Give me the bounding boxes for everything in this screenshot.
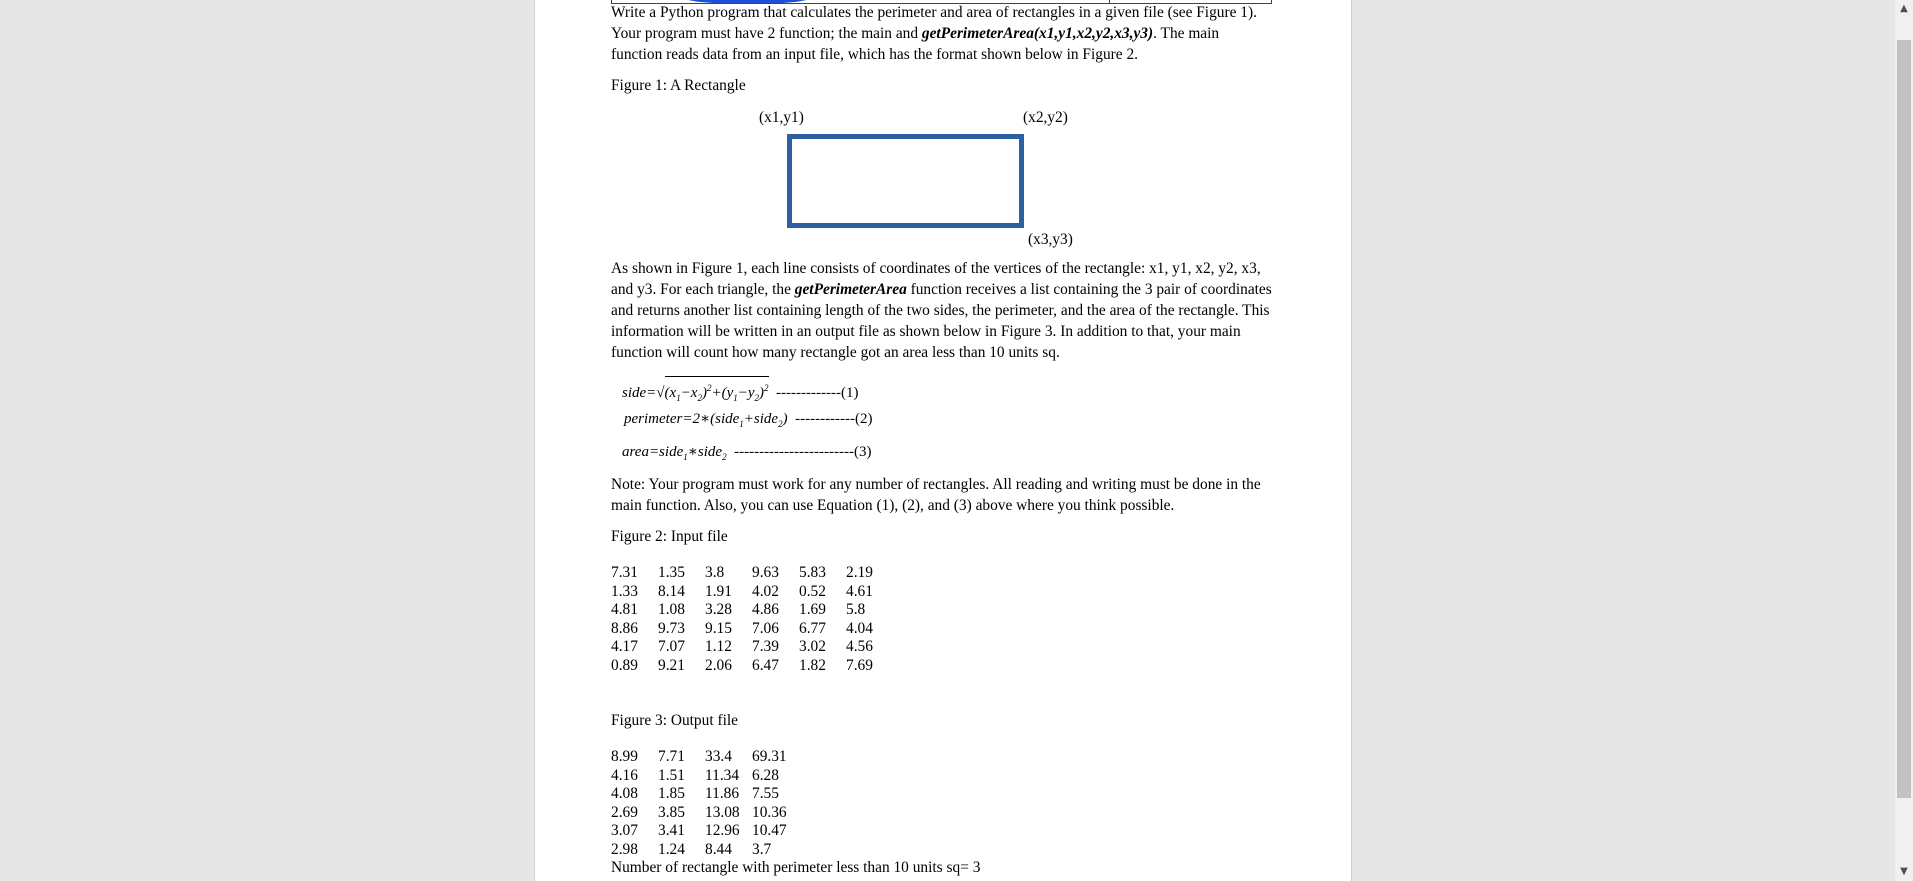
table-cell: 0.52 (799, 582, 826, 600)
table-cell: 4.61 (846, 582, 873, 600)
table-cell: 4.08 (611, 785, 638, 802)
equation-side: $side=√(x_1-x_2)^2+(y_1-y_2)^2$ -------------(1) (622, 376, 858, 409)
function-signature: getPerimeterArea(x1,y1,x2,y2,x3,y3) (921, 25, 1154, 42)
document-page (534, 0, 1352, 881)
figure2-caption: Figure 2: Input file (611, 528, 728, 545)
table-cell: 2.19 (846, 564, 873, 581)
table-cell: 7.71 (658, 748, 685, 765)
table-row (611, 804, 799, 823)
table-row (611, 620, 893, 639)
table-cell: 7.31 (611, 564, 638, 581)
figure3-caption: Figure 3: Output file (611, 712, 738, 729)
table-cell: 1.12 (705, 638, 732, 655)
table-cell: 7.55 (752, 785, 779, 802)
equation2-number: ------------(2) (795, 411, 873, 427)
table-cell: 6.77 (799, 619, 826, 637)
table-cell: 9.15 (705, 619, 732, 637)
table-cell: 11.34 (705, 766, 740, 784)
table-row (611, 638, 893, 657)
table-row (611, 601, 893, 620)
scroll-thumb[interactable] (1897, 40, 1911, 798)
table-row (611, 767, 799, 786)
table-cell: 1.91 (705, 582, 732, 600)
table-cell: 4.02 (752, 582, 779, 600)
table-cell: 2.98 (611, 840, 638, 858)
scroll-up-arrow-icon[interactable]: ▲ (1900, 3, 1908, 14)
table-cell: 1.24 (658, 840, 685, 858)
vertex-label-x1y1: (x1,y1) (759, 109, 804, 126)
table-cell: 8.86 (611, 619, 638, 637)
table-cell: 10.47 (752, 822, 787, 839)
table-cell: 33.4 (705, 748, 732, 765)
table-cell: 1.51 (658, 766, 685, 784)
figure1-caption: Figure 1: A Rectangle (611, 77, 746, 94)
equation-area: area=side$_1$∗side$_2$ ------------------------(3) (622, 444, 872, 462)
vertical-scrollbar[interactable] (1895, 0, 1913, 881)
output-file-table (611, 748, 799, 859)
table-cell: 3.28 (705, 601, 732, 618)
table-cell: 9.63 (752, 564, 779, 581)
table-cell: 2.69 (611, 803, 638, 821)
table-cell: 4.04 (846, 619, 873, 637)
table-cell: 8.14 (658, 582, 685, 600)
table-cell: 3.7 (752, 840, 772, 858)
intro-paragraph: Write a Python program that calculates the perimeter and area of rectangles in a given file (see Figure 1). Your program must have 2 function; the main and getPerimeterArea(x1,y1,x2,y2,x3,y3). The main function reads data from an input file, which has the format shown below in Figure 2. (611, 4, 1257, 63)
equation-perimeter: perimeter=2∗(side$_1$+side$_2$) ------------(2) (624, 411, 873, 429)
summary-line: Number of rectangle with perimeter less than 10 units sq= 3 (611, 859, 981, 876)
table-cell: 7.06 (752, 619, 779, 637)
table-cell: 7.07 (658, 638, 685, 655)
table-cell: 1.85 (658, 785, 685, 802)
table-cell: 1.69 (799, 601, 826, 618)
table-cell: 69.31 (752, 748, 787, 765)
table-cell: 8.44 (705, 840, 732, 858)
table-row (611, 748, 799, 767)
vertex-label-x3y3: (x3,y3) (1028, 231, 1073, 248)
table-cell: 3.41 (658, 822, 685, 839)
note-paragraph: Note: Your program must work for any number of rectangles. All reading and writing must be done in the main function. Also, you can use Equation (1), (2), and (3) above where you think possible. (611, 476, 1261, 514)
table-cell: 3.85 (658, 803, 685, 821)
table-cell: 6.47 (752, 656, 779, 674)
table-cell: 5.8 (846, 601, 866, 618)
table-cell: 13.08 (705, 803, 740, 821)
table-cell: 1.35 (658, 564, 685, 581)
equation3-number: ------------------------(3) (734, 444, 872, 460)
table-cell: 7.69 (846, 656, 873, 674)
table-cell: 2.06 (705, 656, 732, 674)
table-cell: 6.28 (752, 766, 779, 784)
rectangle-figure (787, 134, 1024, 228)
input-file-table (611, 564, 893, 675)
table-cell: 9.73 (658, 619, 685, 637)
table-row (611, 785, 799, 804)
table-cell: 3.8 (705, 564, 725, 581)
table-cell: 4.56 (846, 638, 873, 655)
table-cell: 12.96 (705, 822, 740, 839)
vertex-label-x2y2: (x2,y2) (1023, 109, 1068, 126)
table-cell: 4.17 (611, 638, 638, 655)
table-row (611, 583, 893, 602)
table-row (611, 564, 893, 583)
function-name: getPerimeterArea (794, 281, 907, 298)
table-cell: 4.86 (752, 601, 779, 618)
table-cell: 10.36 (752, 803, 787, 821)
table-cell: 4.16 (611, 766, 638, 784)
table-row (611, 822, 799, 841)
table-cell: 3.02 (799, 638, 826, 655)
table-cell: 9.21 (658, 656, 685, 674)
table-cell: 0.89 (611, 656, 638, 674)
table-cell: 1.08 (658, 601, 685, 618)
table-cell: 7.39 (752, 638, 779, 655)
table-row (611, 657, 893, 676)
description-paragraph: As shown in Figure 1, each line consists of coordinates of the vertices of the rectangle: x1, y1, x2, y2, x3, and y3. For each triangle, the getPerimeterArea function receives a list containing the 3 pair of coordinates and returns another list containing length of the two sides, the perimeter, and the area of the rectangle. This information will be written in an output file as shown below in Figure 3. In addition to that, your main function will count how many rectangle got an area less than 10 units sq. (611, 260, 1272, 361)
table-cell: 3.07 (611, 822, 638, 839)
equation1-number: -------------(1) (776, 385, 859, 401)
table-cell: 11.86 (705, 785, 740, 802)
table-cell: 1.33 (611, 582, 638, 600)
table-cell: 4.81 (611, 601, 638, 618)
table-cell: 5.83 (799, 564, 826, 581)
scroll-down-arrow-icon[interactable]: ▼ (1900, 866, 1908, 877)
table-cell: 1.82 (799, 656, 826, 674)
table-cell: 8.99 (611, 748, 638, 765)
